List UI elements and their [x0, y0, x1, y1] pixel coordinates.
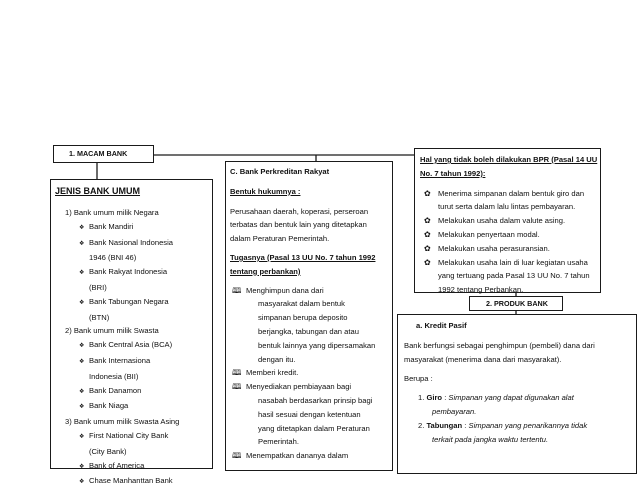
jenis-bank-list — [65, 206, 213, 490]
bentuk-line: dalam Peraturan Pemerintah. — [230, 234, 330, 244]
tugas-item-line — [230, 366, 390, 380]
produk-bank-box — [469, 296, 563, 311]
kredit-item-name: Tabungan — [426, 420, 463, 430]
tugas-item-line — [230, 380, 390, 394]
flower-bullet-icon: ✿ — [424, 188, 431, 198]
book-icon: 🕮 — [232, 285, 242, 295]
larangan-item-text: Melakukan usaha perasuransian. — [438, 243, 550, 253]
larangan-item-text: turut serta dalam lalu lintas pembayaran. — [438, 202, 576, 212]
kredit-desc-line: masyarakat (menerima dana dari masyarakat). — [404, 354, 562, 364]
jenis-item-text: First National City Bank — [89, 430, 169, 440]
jenis-item — [65, 236, 213, 252]
larangan-item-line — [420, 214, 600, 228]
kredit-pasif-list — [404, 391, 634, 446]
jenis-item — [65, 474, 213, 490]
larangan-list — [420, 187, 600, 297]
larangan-item-line — [420, 242, 600, 256]
kredit-item — [404, 419, 634, 433]
tugas-item-text: masyarakat dalam bentuk — [258, 299, 345, 309]
tugas-item-line — [230, 311, 390, 325]
jenis-group-heading: 2) Bank umum milik Swasta — [65, 326, 159, 336]
berupa-label: Berupa : — [404, 374, 433, 384]
kredit-desc-line: Bank berfungsi sebagai penghimpun (pembeli) dana dari — [404, 340, 595, 350]
jenis-item-text: Bank Rakyat Indonesia — [89, 267, 168, 277]
book-icon: 🕮 — [232, 451, 242, 461]
jenis-item — [65, 399, 213, 415]
kredit-item-sep: : — [442, 393, 449, 403]
diamond-bullet-icon: ❖ — [79, 479, 85, 486]
tugas-item-line — [230, 353, 390, 367]
jenis-item-text: Bank of America — [89, 460, 145, 470]
jenis-item-text: Bank Internasiona — [89, 355, 151, 365]
jenis-item — [65, 295, 213, 311]
jenis-item-text: Bank Nasional Indonesia — [89, 237, 174, 247]
jenis-item-text: Bank Danamon — [89, 385, 142, 395]
diamond-bullet-icon: ❖ — [79, 270, 85, 277]
tugas-item-text: simpanan berupa deposito — [258, 313, 348, 323]
tugas-item-line — [230, 449, 390, 463]
larangan-item-text: yang tertuang pada Pasal 13 UU No. 7 tahun — [438, 271, 590, 281]
diamond-bullet-icon: ❖ — [79, 343, 85, 350]
kredit-pasif-title: a. Kredit Pasif — [416, 321, 467, 330]
jenis-item-text: Chase Manhanttan Bank — [89, 476, 173, 486]
larangan-box — [414, 148, 601, 293]
book-icon: 🕮 — [232, 368, 242, 378]
larangan-item-text: Melakukan penyertaan modal. — [438, 229, 540, 239]
tugas-item-text: yang ditetapkan dalam Peraturan — [258, 423, 370, 433]
kredit-item-name: Giro — [426, 393, 443, 403]
jenis-item-text: 1946 (BNI 46) — [89, 253, 137, 263]
kredit-item-desc-cont: terkait pada jangka waktu tertentu. — [432, 434, 549, 444]
jenis-bank-box — [50, 179, 213, 486]
kredit-item-desc: Simpanan yang penarikannya tidak — [468, 420, 588, 430]
jenis-item — [65, 429, 213, 445]
tugas-label — [230, 251, 390, 279]
book-icon: 🕮 — [232, 382, 242, 392]
tugas-item-line — [230, 339, 390, 353]
jenis-item-text: (City Bank) — [89, 446, 127, 456]
tugas-item-text: dengan itu. — [258, 354, 296, 364]
bentuk-line: Perusahaan daerah, koperasi, perseroan — [230, 206, 369, 216]
diamond-bullet-icon: ❖ — [79, 463, 85, 470]
tugas-item-text: Menghimpun dana dari — [246, 285, 324, 295]
jenis-item — [65, 281, 213, 295]
jenis-item — [65, 384, 213, 400]
kredit-item-sep: : — [462, 420, 469, 430]
jenis-item-text: (BRI) — [89, 282, 107, 292]
tugas-item-text: hasil sesuai dengan ketentuan — [258, 409, 361, 419]
tugas-item-text: berjangka, tabungan dan atau — [258, 326, 359, 336]
larangan-title-line: No. 7 tahun 1992): — [420, 168, 486, 178]
diamond-bullet-icon: ❖ — [79, 433, 85, 440]
jenis-item — [65, 338, 213, 354]
tugas-item-line — [230, 394, 390, 408]
tugas-item-text: nasabah berdasarkan prinsip bagi — [258, 395, 373, 405]
kredit-item-num: 2. — [418, 420, 427, 430]
flower-bullet-icon: ✿ — [424, 229, 431, 239]
jenis-item-text: Bank Tabungan Negara — [89, 296, 169, 306]
tugas-item-line — [230, 325, 390, 339]
tugas-item-text: Menyediakan pembiayaan bagi — [246, 382, 352, 392]
kredit-pasif-box — [397, 314, 637, 474]
jenis-item — [65, 354, 213, 370]
kredit-pasif-desc — [404, 339, 634, 367]
tugas-item-line — [230, 284, 390, 298]
jenis-item — [65, 459, 213, 475]
jenis-group-heading: 1) Bank umum milik Negara — [65, 208, 159, 217]
diamond-bullet-icon: ❖ — [79, 299, 85, 306]
larangan-item-line — [420, 269, 600, 283]
jenis-item — [65, 251, 213, 265]
diamond-bullet-icon: ❖ — [79, 224, 85, 231]
tugas-item-line — [230, 435, 390, 449]
jenis-item-text: Bank Central Asia (BCA) — [89, 340, 173, 350]
tugas-list — [230, 284, 390, 463]
jenis-item-text: Bank Mandiri — [89, 221, 134, 231]
larangan-title-line: Hal yang tidak boleh dilakukan BPR (Pasal 14 UU — [420, 155, 598, 164]
jenis-item — [65, 445, 213, 459]
jenis-item — [65, 265, 213, 281]
macam-bank-label: 1. MACAM BANK — [69, 149, 128, 158]
jenis-bank-title: JENIS BANK UMUM — [55, 186, 141, 196]
diamond-bullet-icon: ❖ — [79, 404, 85, 411]
jenis-item-text: Indonesia (BII) — [89, 371, 139, 381]
jenis-item — [65, 220, 213, 236]
diamond-bullet-icon: ❖ — [79, 388, 85, 395]
kredit-item-desc: Simpanan yang dapat digunakan alat — [448, 393, 574, 403]
jenis-group-heading: 3) Bank umum milik Swasta Asing — [65, 417, 180, 427]
produk-bank-label: 2. PRODUK BANK — [486, 298, 548, 308]
tugas-item-text: bentuk lainnya yang dipersamakan — [258, 340, 376, 350]
larangan-item-line — [420, 187, 600, 201]
larangan-item-text: Melakukan usaha lain di luar kegiatan usaha — [438, 257, 588, 267]
bentuk-label: Bentuk hukumnya : — [230, 186, 301, 196]
kredit-item-num: 1. — [418, 393, 427, 403]
bentuk-text — [230, 205, 390, 246]
jenis-item-text: (BTN) — [89, 312, 110, 322]
tugas-item-text: Memberi kredit. — [246, 368, 299, 378]
tugas-item-text: Pemerintah. — [258, 437, 299, 447]
flower-bullet-icon: ✿ — [424, 257, 431, 267]
tugas-item-line — [230, 408, 390, 422]
larangan-item-text: 1992 tentang Perbankan. — [438, 285, 524, 295]
tugas-item-text: Menempatkan dananya dalam — [246, 451, 349, 461]
larangan-item-line — [420, 200, 600, 214]
larangan-item-text: Melakukan usaha dalam valute asing. — [438, 216, 566, 226]
jenis-item — [65, 311, 213, 325]
tugas-label-line: Tugasnya (Pasal 13 UU No. 7 tahun 1992 — [230, 252, 376, 262]
larangan-item-line — [420, 256, 600, 270]
diamond-bullet-icon: ❖ — [79, 358, 85, 365]
bpr-box — [225, 161, 393, 471]
larangan-item-line — [420, 228, 600, 242]
tugas-label-line: tentang perbankan) — [230, 266, 301, 276]
larangan-title — [420, 153, 600, 181]
flower-bullet-icon: ✿ — [424, 243, 431, 253]
larangan-item-line — [420, 283, 600, 297]
macam-bank-box — [53, 145, 154, 163]
jenis-item — [65, 370, 213, 384]
bpr-title: C. Bank Perkreditan Rakyat — [230, 167, 330, 176]
tugas-item-line — [230, 297, 390, 311]
larangan-item-text: Menerima simpanan dalam bentuk giro dan — [438, 188, 585, 198]
jenis-item-text: Bank Niaga — [89, 401, 129, 411]
kredit-item-desc-cont: pembayaran. — [432, 406, 477, 416]
flower-bullet-icon: ✿ — [424, 216, 431, 226]
tugas-item-line — [230, 422, 390, 436]
kredit-item — [404, 391, 634, 405]
bentuk-line: terbatas dan bentuk lain yang ditetapkan — [230, 220, 367, 230]
diamond-bullet-icon: ❖ — [79, 240, 85, 247]
